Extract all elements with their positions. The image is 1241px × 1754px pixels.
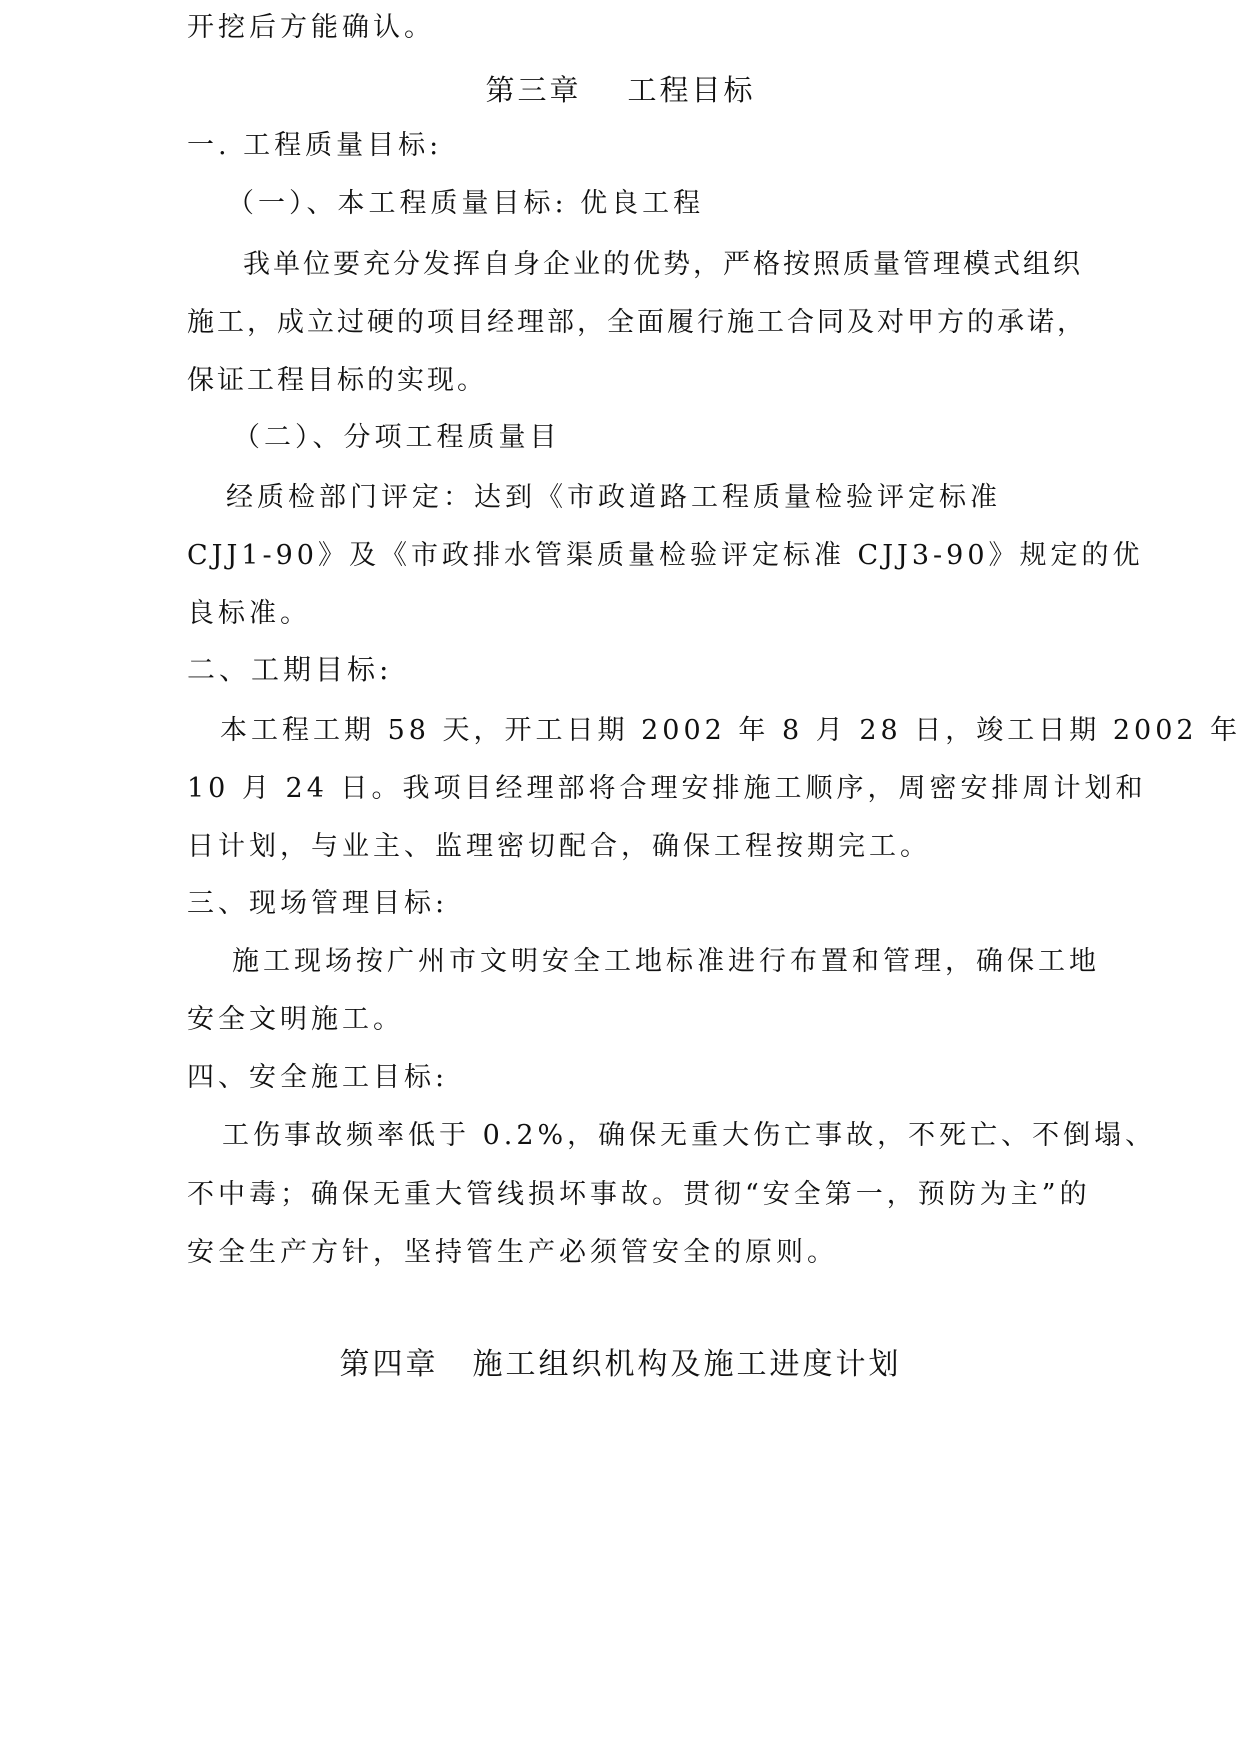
chapter-heading [0, 1347, 1241, 1383]
paragraph-line: 安全生产方针，坚持管生产必须管安全的原则。 [187, 1237, 838, 1268]
subsection-heading: （二）、分项工程质量目 [233, 422, 561, 453]
paragraph-line: 不中毒；确保无重大管线损坏事故。贯彻“安全第一，预防为主”的 [187, 1179, 1091, 1210]
paragraph-line: 施工，成立过硬的项目经理部，全面履行施工合同及对甲方的承诺， [187, 307, 1087, 338]
chapter-number: 第四章 [339, 1347, 439, 1382]
paragraph-line: CJJ1-90》及《市政排水管渠质量检验评定标准 CJJ3-90》规定的优 [187, 540, 1144, 571]
paragraph-line: 经质检部门评定：达到《市政道路工程质量检验评定标准 [226, 482, 1001, 513]
chapter-title: 施工组织机构及施工进度计划 [472, 1347, 902, 1382]
paragraph-line: 本工程工期 58 天，开工日期 2002 年 8 月 28 日，竣工日期 2002 年 [220, 715, 1241, 746]
section-heading: 三、现场管理目标: [187, 888, 449, 919]
section-heading: 一. 工程质量目标: [187, 130, 443, 161]
section-heading: 四、安全施工目标: [187, 1062, 449, 1093]
paragraph-line: 良标准。 [187, 598, 311, 629]
paragraph-line: 我单位要充分发挥自身企业的优势，严格按照质量管理模式组织 [243, 249, 1083, 280]
paragraph-line: 日计划，与业主、监理密切配合，确保工程按期完工。 [187, 831, 931, 862]
chapter-heading [0, 72, 1241, 108]
paragraph-line: 工伤事故频率低于 0.2%，确保无重大伤亡事故，不死亡、不倒塌、 [222, 1120, 1157, 1151]
body-text-line: 开挖后方能确认。 [187, 12, 435, 43]
paragraph-line: 10 月 24 日。我项目经理部将合理安排施工顺序，周密安排周计划和 [187, 773, 1147, 804]
chapter-number: 第三章 [485, 73, 582, 107]
paragraph-line: 安全文明施工。 [187, 1004, 404, 1035]
paragraph-line: 施工现场按广州市文明安全工地标准进行布置和管理，确保工地 [232, 946, 1100, 977]
subsection-heading: （一）、本工程质量目标: 优良工程 [227, 188, 705, 219]
section-heading: 二、工期目标: [187, 653, 393, 686]
paragraph-line: 保证工程目标的实现。 [187, 365, 487, 396]
chapter-title: 工程目标 [627, 73, 756, 107]
